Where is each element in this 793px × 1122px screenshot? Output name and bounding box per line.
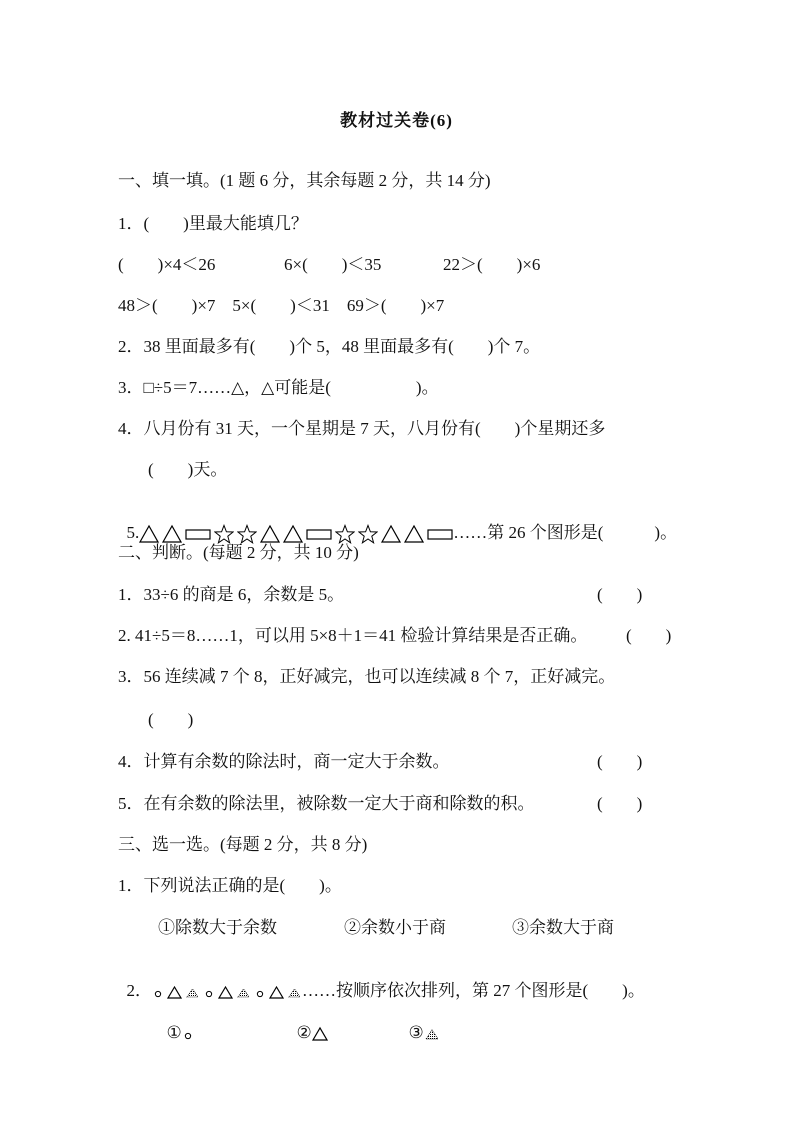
s1-q2: 2．38 里面最多有( )个 5，48 里面最多有( )个 7。 xyxy=(118,337,541,356)
triangle-icon xyxy=(312,1026,328,1042)
s3-q2-option-3[interactable] xyxy=(400,1000,440,1044)
s3-q1-stem: 1．下列说法正确的是( )。 xyxy=(118,876,342,895)
s1-q5-suffix: ……第 26 个图形是( )。 xyxy=(453,523,678,542)
s2-item-4-text: 4．计算有余数的除法时，商一定大于余数。 xyxy=(118,752,450,771)
dotted-triangle-icon xyxy=(185,985,200,1000)
s3-q1-option-2[interactable]: ②余数小于商 xyxy=(344,918,446,937)
page-title: 教材过关卷(6) xyxy=(340,111,453,130)
s1-q5-prefix: 5. xyxy=(126,523,140,542)
circle-icon xyxy=(152,986,164,998)
s1-q1-row1-b: 6×( )＜35 xyxy=(284,255,382,274)
s3-q2-prefix: 2． xyxy=(126,981,152,1000)
option-label: ③ xyxy=(408,1023,424,1042)
section2-heading: 二、判断。(每题 2 分，共 10 分) xyxy=(118,543,359,562)
s1-q4-line1: 4．八月份有 31 天，一个星期是 7 天，八月份有( )个星期还多 xyxy=(118,419,606,438)
s3-q1-option-1[interactable]: ①除数大于余数 xyxy=(158,918,277,937)
s1-q5 xyxy=(118,500,677,544)
s2-item-1-answer-blank[interactable]: ( ) xyxy=(597,585,643,604)
shape-pattern xyxy=(152,985,302,1000)
star-icon xyxy=(358,524,378,544)
s2-item-5-text: 5．在有余数的除法里，被除数一定大于商和除数的积。 xyxy=(118,794,535,813)
dotted-triangle-icon xyxy=(287,985,302,1000)
s1-q1-stem: 1．( )里最大能填几？ xyxy=(118,214,308,233)
section3-heading: 三、选一选。(每题 2 分，共 8 分) xyxy=(118,835,368,854)
s3-q2-option-1[interactable] xyxy=(158,1000,194,1044)
triangle-icon xyxy=(269,985,284,1000)
triangle-icon xyxy=(381,524,401,544)
dotted-triangle-icon xyxy=(236,985,251,1000)
s3-q2-suffix: ……按顺序依次排列，第 27 个图形是( )。 xyxy=(302,981,645,1000)
s2-item-4-answer-blank[interactable]: ( ) xyxy=(597,752,643,771)
option-label: ① xyxy=(166,1023,182,1042)
s1-q1-row1-a: ( )×4＜26 xyxy=(118,255,216,274)
s2-item-5-answer-blank[interactable]: ( ) xyxy=(597,794,643,813)
s2-item-3-text: 3．56 连续减 7 个 8，正好减完，也可以连续减 8 个 7，正好减完。 xyxy=(118,667,616,686)
circle-icon xyxy=(254,986,266,998)
option-label: ② xyxy=(296,1023,312,1042)
s3-q2-option-2[interactable] xyxy=(288,1000,328,1044)
dotted-triangle-icon xyxy=(424,1026,440,1042)
s1-q1-row2: 48＞( )×7 5×( )＜31 69＞( )×7 xyxy=(118,296,445,315)
s3-q2 xyxy=(118,958,645,1002)
s1-q4-line2: ( )天。 xyxy=(148,460,228,479)
rectangle-icon xyxy=(427,524,453,544)
circle-icon xyxy=(182,1028,194,1040)
s2-item-2-text: 2. 41÷5＝8……1，可以用 5×8＋1＝41 检验计算结果是否正确。 xyxy=(118,626,588,645)
triangle-icon xyxy=(167,985,182,1000)
s1-q3: 3．□÷5＝7……△，△可能是( )。 xyxy=(118,378,439,397)
circle-icon xyxy=(203,986,215,998)
section1-heading: 一、填一填。(1 题 6 分，其余每题 2 分，共 14 分) xyxy=(118,171,491,190)
s3-q1-option-3[interactable]: ③余数大于商 xyxy=(512,918,614,937)
s2-item-1-text: 1．33÷6 的商是 6，余数是 5。 xyxy=(118,585,345,604)
s2-item-3-answer-blank[interactable]: ( ) xyxy=(148,710,194,729)
s2-item-2-answer-blank[interactable]: ( ) xyxy=(626,626,672,645)
triangle-icon xyxy=(404,524,424,544)
s1-q1-row1-c: 22＞( )×6 xyxy=(443,255,541,274)
triangle-icon xyxy=(218,985,233,1000)
